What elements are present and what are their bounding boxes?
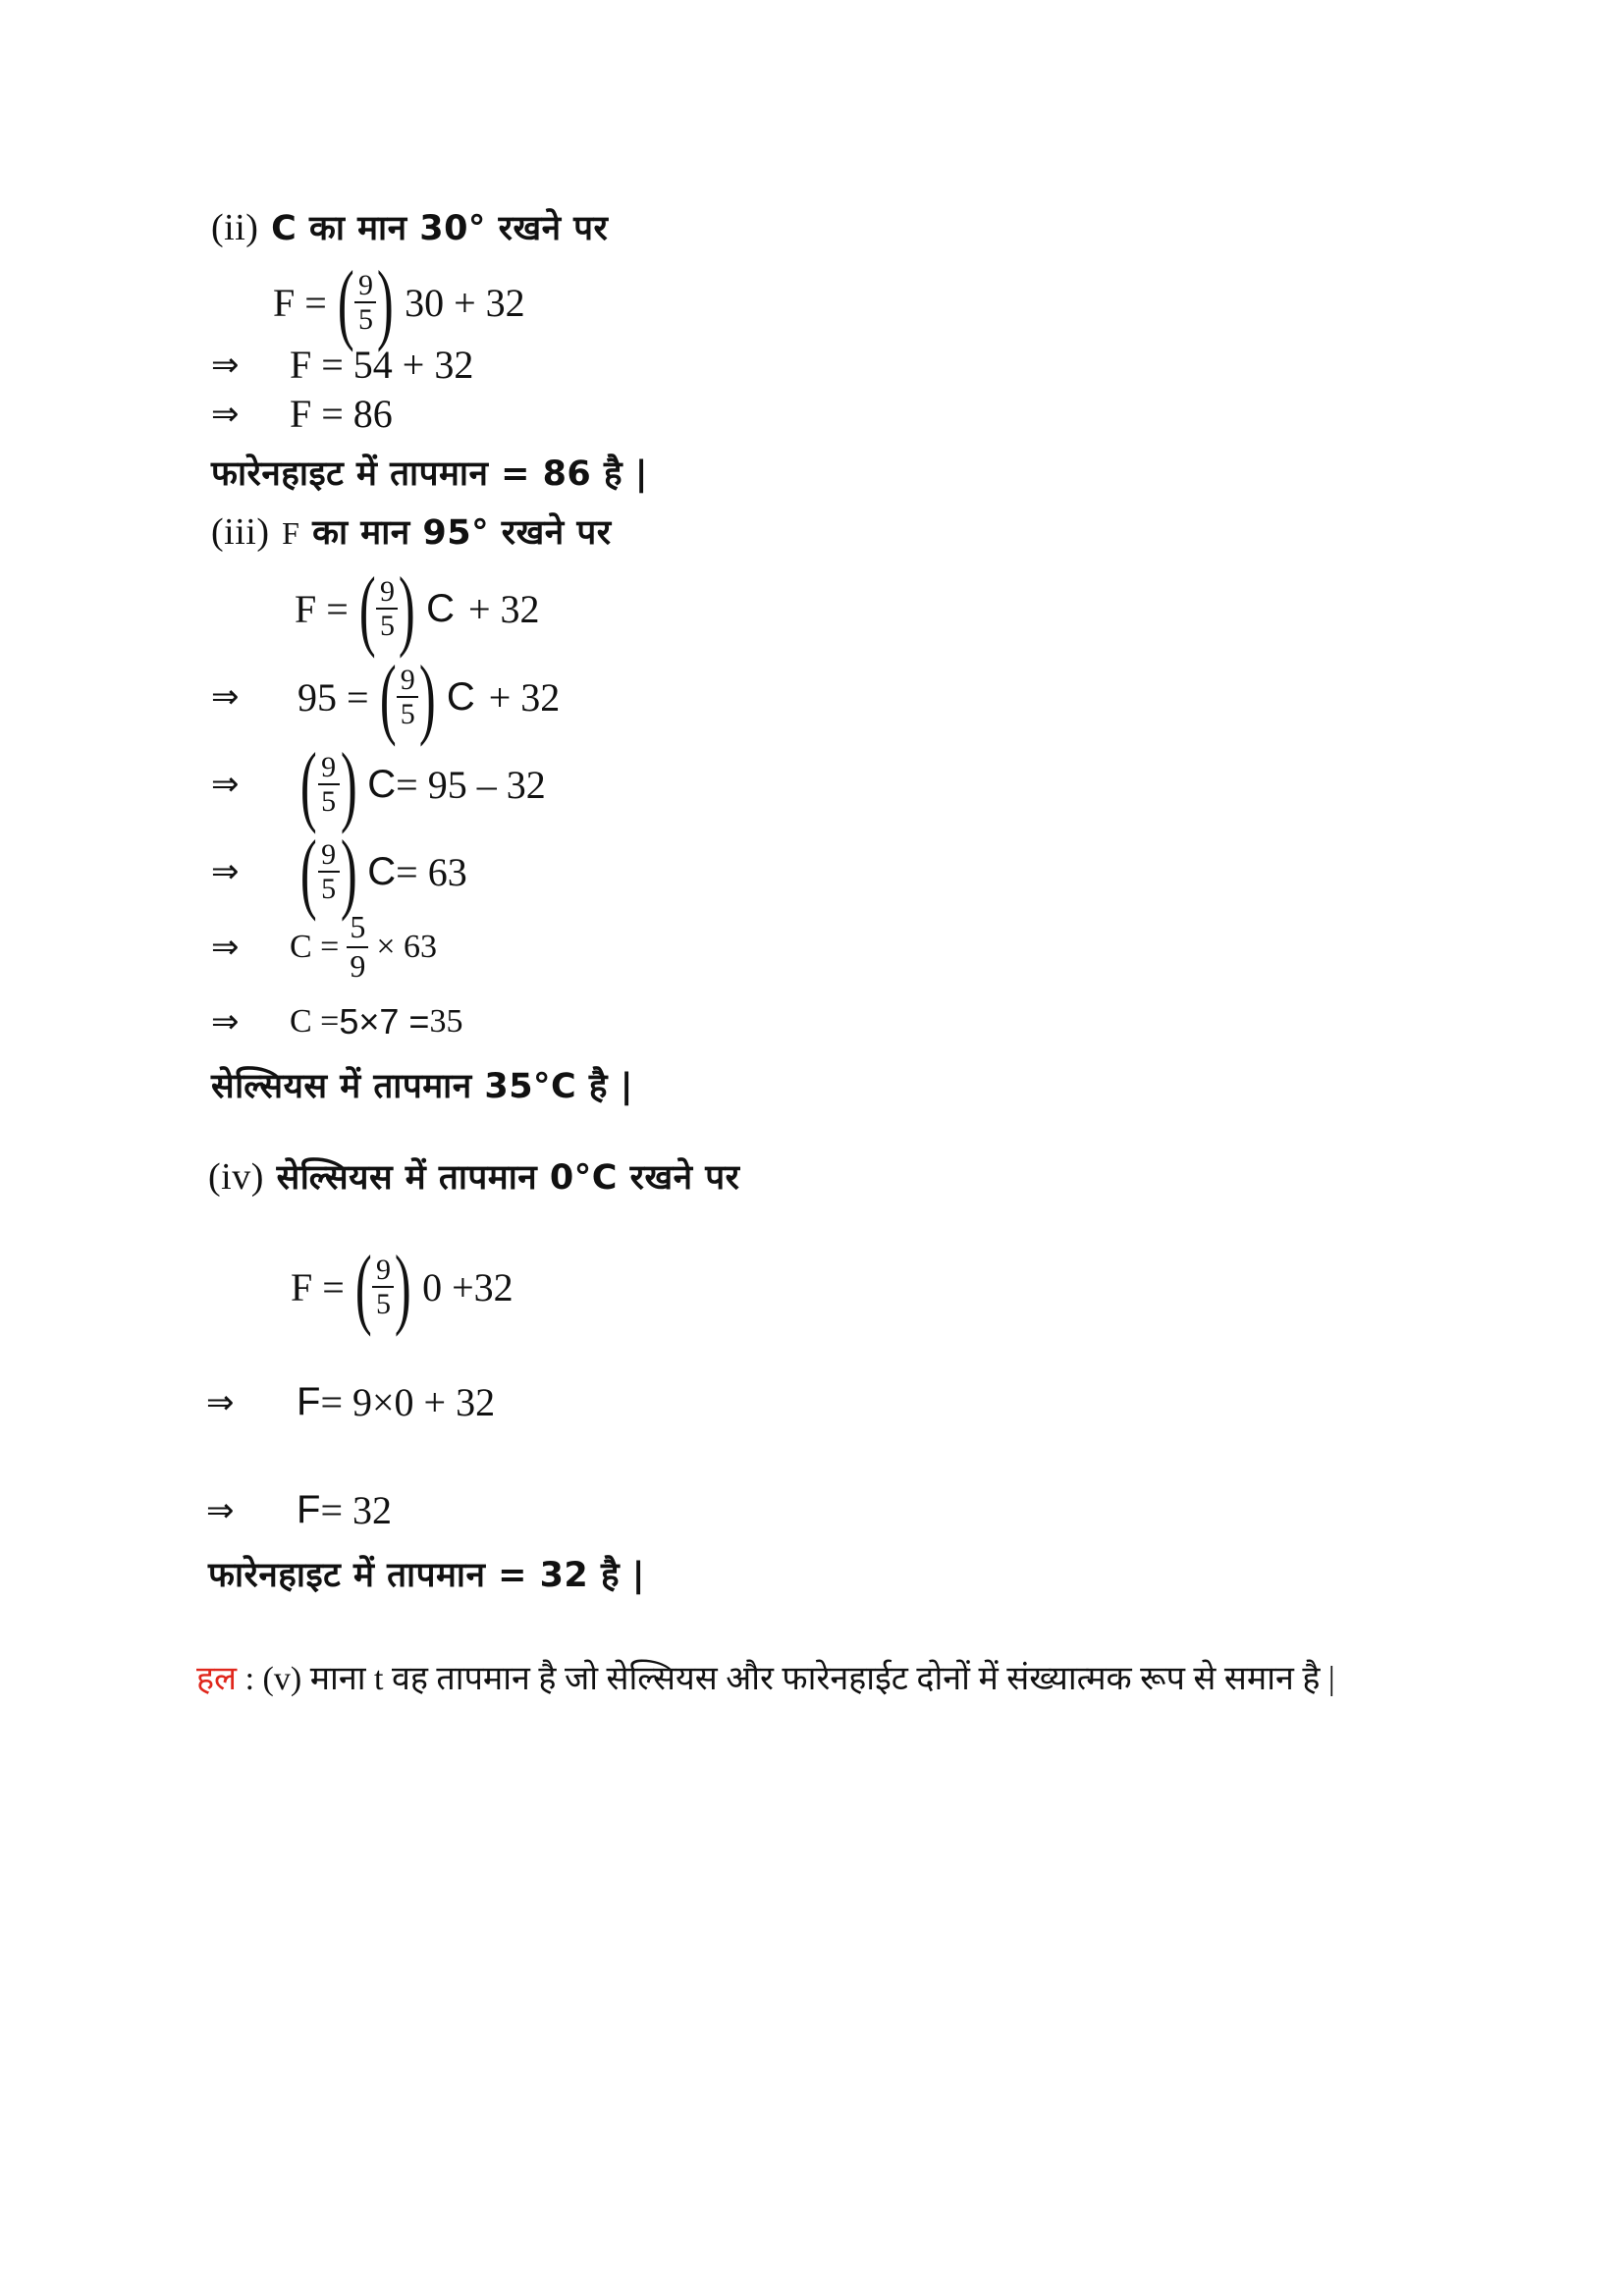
fraction-denominator: 5 [400, 698, 415, 730]
variable-f: F [297, 1380, 321, 1423]
fraction-in-parentheses: ( $\frac{9}{5}$ ) [299, 822, 357, 922]
fraction-in-parentheses: ( $\frac{9}{5}$ ) [337, 252, 395, 352]
part-iii-heading-text: का मान 95° रखने पर [312, 513, 612, 553]
eq-rhs: 35 [429, 1003, 463, 1040]
fraction-numerator: 9 [400, 663, 415, 696]
part-ii-equation-2 [211, 342, 473, 388]
part-ii-result: फारेनहाइट में तापमान = 86 है | [211, 454, 649, 494]
part-iii-equation-6 [211, 1001, 462, 1042]
eq-rhs: = 32 [320, 1488, 392, 1532]
fraction-numerator: 9 [379, 574, 395, 608]
fraction-denominator: 5 [379, 610, 395, 642]
part-iii-equation-1 [295, 559, 540, 659]
part-iv-heading [208, 1153, 739, 1200]
part-iii-equation-5 [211, 911, 437, 983]
eq-rhs: = 63 [396, 849, 467, 894]
eq-rhs: = 95 – 32 [396, 762, 546, 807]
fraction-denominator: 5 [321, 873, 337, 905]
fraction-denominator: 5 [357, 303, 373, 336]
implies-arrow: ⇒ [211, 927, 240, 967]
implies-arrow: ⇒ [211, 1002, 240, 1041]
part-iv-prefix: (iv) [208, 1156, 264, 1198]
variable-f: F [297, 1488, 321, 1531]
implies-arrow: ⇒ [206, 1490, 235, 1530]
variable-c: C [367, 849, 397, 893]
part-iv-heading-text: सेल्सियस में तापमान 0°C रखने पर [276, 1158, 740, 1198]
part-iii-heading [211, 508, 612, 555]
solution-label: हल [196, 1661, 238, 1697]
implies-arrow: ⇒ [211, 765, 240, 804]
eq-lhs: C = [290, 928, 340, 965]
eq-rhs: 0 +32 [422, 1264, 514, 1309]
part-ii-heading [211, 204, 608, 250]
part-iv-equation-1 [291, 1237, 514, 1337]
part-v-solution [196, 1654, 1335, 1699]
part-iv-result: फारेनहाइट में तापमान = 32 है | [208, 1556, 646, 1595]
fraction-numerator: 9 [357, 268, 373, 301]
variable-c: C [426, 586, 455, 630]
fraction-in-parentheses: ( $\frac{9}{5}$ ) [358, 559, 416, 659]
fraction-numerator: 5 [350, 909, 366, 944]
part-ii-heading-text: C का मान 30° रखने पर [271, 209, 609, 248]
fraction-in-parentheses: ( $\frac{9}{5}$ ) [299, 734, 357, 834]
fraction-numerator: 9 [321, 837, 337, 871]
part-iii-equation-2 [211, 647, 561, 747]
implies-arrow: ⇒ [211, 677, 240, 717]
eq-middle: 5×7 = [339, 1001, 430, 1041]
fraction-numerator: 9 [375, 1253, 391, 1286]
eq-rhs: × 63 [376, 928, 438, 965]
eq-lhs: F = [295, 586, 349, 631]
eq-text: F = 54 + 32 [290, 343, 474, 387]
eq-lhs: F = [273, 280, 327, 325]
fraction-denominator: 5 [375, 1288, 391, 1320]
part-ii-equation-1 [273, 252, 525, 352]
eq-rhs: + 32 [488, 674, 561, 720]
eq-rhs: + 32 [467, 586, 540, 631]
eq-rhs: = 9×0 + 32 [320, 1380, 496, 1424]
implies-arrow: ⇒ [211, 394, 240, 434]
fraction-denominator: 5 [321, 785, 337, 818]
implies-arrow: ⇒ [211, 852, 240, 891]
part-iii-result: सेल्सियस में तापमान 35°C है | [211, 1067, 633, 1106]
part-iii-equation-3 [211, 734, 546, 834]
solution-text: : (v) माना t वह तापमान है जो सेल्सियस और फारेनहाईट दोनों में संख्यात्मक रूप से समान है | [237, 1661, 1335, 1697]
implies-arrow: ⇒ [206, 1382, 235, 1422]
part-iv-equation-3 [206, 1487, 392, 1533]
fraction-denominator: 9 [350, 947, 366, 984]
part-ii-equation-3 [211, 391, 393, 437]
implies-arrow: ⇒ [211, 345, 240, 385]
eq-rhs: 30 + 32 [405, 280, 525, 325]
part-iii-equation-4 [211, 822, 467, 922]
fraction-in-parentheses: ( $\frac{9}{5}$ ) [379, 647, 436, 747]
part-iii-prefix: (iii) [211, 511, 270, 553]
fraction-numerator: 9 [321, 750, 337, 783]
eq-lhs: C = [290, 1003, 340, 1040]
variable-c: C [446, 674, 475, 719]
part-iii-variable: F [282, 515, 300, 551]
fraction [347, 911, 368, 983]
eq-lhs: 95 = [298, 674, 369, 720]
variable-c: C [367, 762, 397, 806]
part-ii-prefix: (ii) [211, 207, 259, 248]
fraction-in-parentheses: ( $\frac{9}{5}$ ) [354, 1237, 412, 1337]
eq-text: F = 86 [290, 392, 393, 436]
eq-lhs: F = [291, 1264, 345, 1309]
part-iv-equation-2 [206, 1379, 495, 1425]
